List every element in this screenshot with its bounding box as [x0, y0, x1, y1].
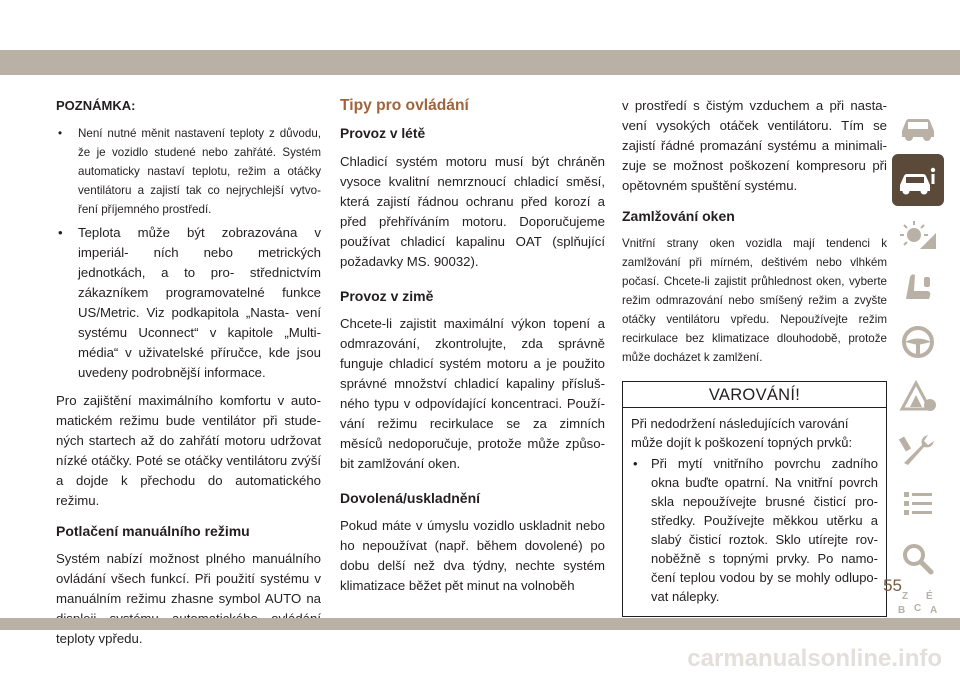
- watermark: [524, 644, 944, 672]
- fogging-text: Vnitřní strany oken vozidla mají tendenci k zamlžování při mírném, deštivém nebo vlhkém počasí. Chcete-li zajistit průhlednost oken, vyberte režim odmrazování nebo smíšený režim a zvyšte otáčky ventilátoru vpředu. Nepoužívejte režim recirkulace bez klimatizace dlouhodobě, protože může docházet k zamlžení.: [622, 237, 887, 364]
- top-stripe: [0, 50, 960, 75]
- steering-wheel-tab-icon[interactable]: [892, 316, 944, 368]
- dashboard-lights-tab-icon[interactable]: [892, 208, 944, 260]
- manual-override-text: Systém nabízí možnost plného manuálního ovládání všech funkcí. Při použití systému v manuálním režimu zhasne symbol AUTO na teploty vpředu.: [56, 551, 321, 646]
- warning-box: [622, 381, 887, 617]
- column-left: [56, 96, 321, 655]
- page-number: 55: [883, 576, 902, 595]
- watermark-text: carmanualsonline.info: [687, 645, 942, 672]
- index-letter: B: [898, 605, 906, 616]
- warning-triangle-tab-icon[interactable]: [892, 370, 944, 422]
- car-info-tab-icon[interactable]: [892, 154, 944, 206]
- warning-heading: VAROVÁNÍ!: [623, 382, 886, 408]
- top-band: [0, 0, 960, 80]
- winter-text: Chcete-li zajistit maximální výkon topení a odmrazování, zkontrolujte, zda správně funguje chladicí systém motoru a je použito správné množství chladicí kapaliny přísluš- ného typu v odpovídající koncentraci. Použí- vání režimu recirkulace se za zimních měsíců nedoporučuje, protože může způso- bit zamlžování oken.: [340, 316, 605, 471]
- bullet-dot: •: [633, 456, 638, 471]
- bottom-band: [0, 618, 960, 630]
- summer-text: Chladicí systém motoru musí být chráněn vysoce kvalitní nemrznoucí chladicí směsí, která zajistí řádnou ochranu před korozí a před přehříváním motoru. Doporučujeme používat chladicí kapalinu OAT (splňující požadavky MS. 90032).: [340, 154, 605, 269]
- note-bullet-text: Teplota může být zobrazována v imperiál- ních nebo metrických jednotkách, a to pro- střednictvím zákazníkem programovatelné funkce US/Metric. Viz podkapitola „Nasta- vení systému Uconnect“ v kapitole „Multi- média“ v uživatelské příručce, kde jsou uvedeny podrobnější informace.: [78, 225, 321, 380]
- note-bullet: [56, 223, 321, 383]
- index-letter: C: [914, 603, 922, 614]
- note-bullet-text: Není nutné měnit nastavení teploty z důvodu, že je vozidlo studené nebo zahřáté. Systém automaticky nastaví teplotu, režim a otáčky ventilátoru a zajistí tak co nejrychlejší vytvo- ření příjemného prostředí.: [78, 127, 321, 216]
- fogging-heading: Zamlžování oken: [622, 208, 735, 224]
- warning-text: Při nedodržení následujících varování může dojít k poškození topných prvků:: [631, 416, 853, 450]
- side-tab-bar: [892, 100, 944, 640]
- storage-continuation-text: v prostředí s čistým vzduchem a při nasta- vení vysokých otáček ventilátoru. Tím se zajistí řádné promazání systému a minimali- zuje se možnost poškození kompresoru při opětovném spuštění systému.: [622, 98, 887, 193]
- note-bullet: [56, 124, 321, 219]
- index-letter: É: [926, 591, 933, 602]
- summer-heading: Provoz v létě: [340, 126, 426, 141]
- column-right: [622, 96, 887, 617]
- note-title: POZNÁMKA:: [56, 98, 136, 113]
- comfort-paragraph: Pro zajištění maximálního komfortu v auto- matickém režimu bude ventilátor při stude- ných startech až do zahřátí motoru udržovat nízké otáčky. Poté se otáčky ventilátoru zvýší a dojde k přechodu do automatického režimu.: [56, 393, 321, 508]
- winter-heading: Provoz v zimě: [340, 288, 434, 304]
- car-tab-icon[interactable]: [892, 100, 944, 152]
- index-letter: Z: [902, 591, 909, 602]
- warning-bullet-text: Při mytí vnitřního povrchu zadního okna buďte opatrní. Na vnitřní povrch skla nepoužívejte brusné čisticí pro- středky. Používejte měkkou utěrku a slabý čisticí roztok. Sklo utírejte rov- noběžně s topnými prvky. Po namo- čení teplou vodou by se mohly odlupo- vat nálepky.: [651, 456, 878, 604]
- warning-body: [623, 408, 886, 616]
- section-heading: Tipy pro ovládání: [340, 97, 469, 114]
- index-letter: A: [930, 605, 938, 616]
- warning-bullet: [631, 454, 878, 606]
- storage-heading: Dovolená/uskladnění: [340, 490, 481, 506]
- bullet-dot: •: [58, 127, 63, 140]
- checklist-tab-icon[interactable]: [892, 478, 944, 530]
- tools-tab-icon[interactable]: [892, 424, 944, 476]
- bullet-dot: •: [58, 225, 63, 240]
- manual-override-heading: Potlačení manuálního režimu: [56, 523, 250, 539]
- column-middle: [340, 96, 605, 602]
- seat-tab-icon[interactable]: [892, 262, 944, 314]
- storage-text: Pokud máte v úmyslu vozidlo uskladnit nebo ho nepoužívat (např. během dovolené) po dobu delší než dva týdny, nechte systém klimatizace běžet pět minut na volnoběh: [340, 518, 605, 593]
